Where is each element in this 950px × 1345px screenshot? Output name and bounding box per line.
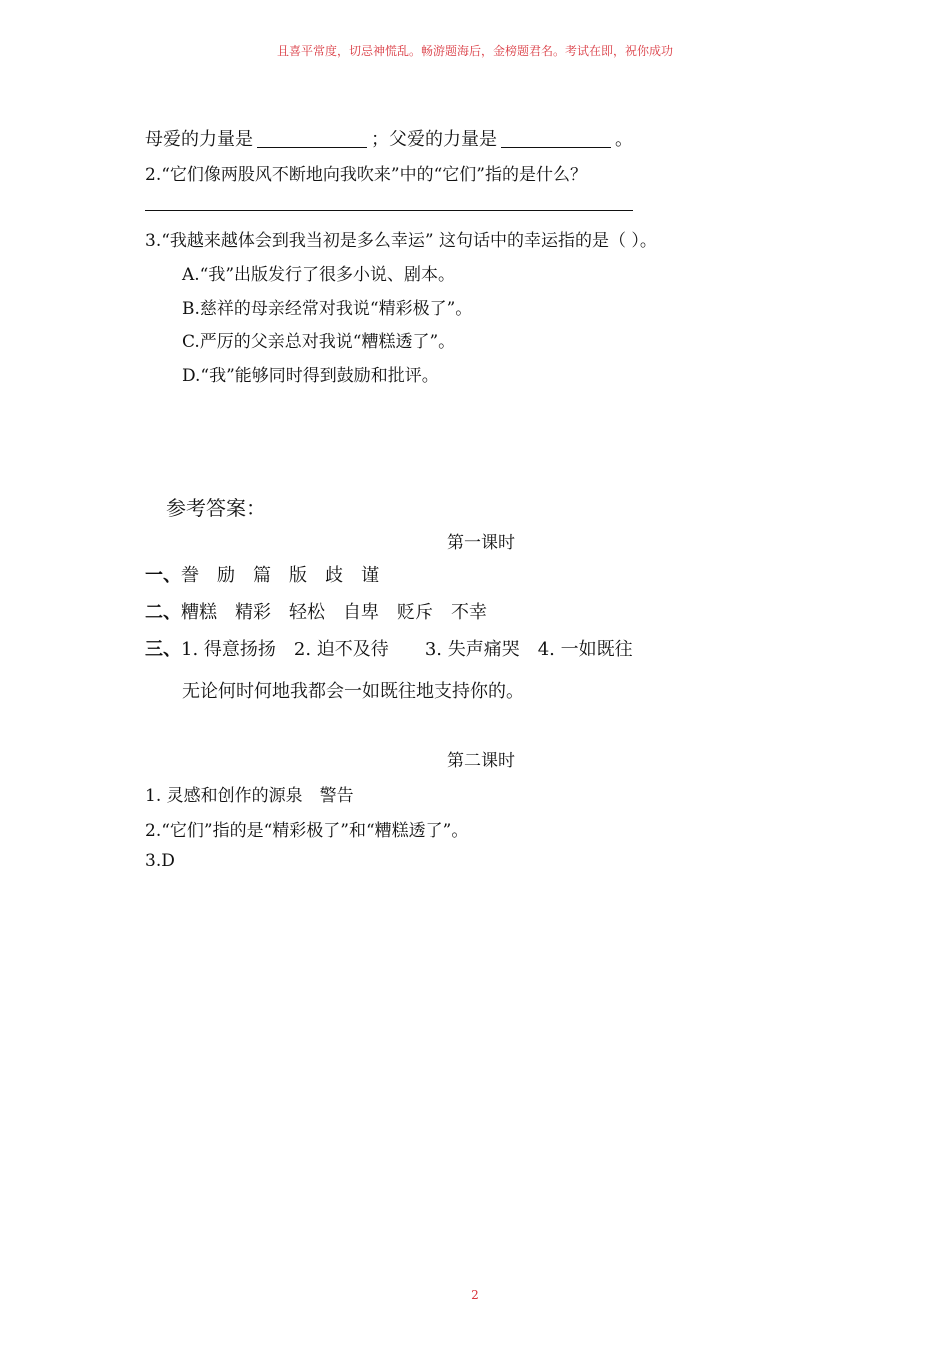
- row3-item: 2. 迫不及待: [293, 639, 389, 660]
- q3-option-a: A.“我”出版发行了很多小说、剧本。: [182, 265, 456, 285]
- row2-item: 轻松: [289, 602, 325, 623]
- row1-item: 誊: [181, 565, 199, 586]
- q1-blank-father[interactable]: [501, 129, 611, 148]
- q1-blank-mother[interactable]: [257, 129, 367, 148]
- row1-item: 励: [217, 565, 235, 586]
- row1-item: 篇: [253, 565, 271, 586]
- page-number: 2: [471, 1288, 479, 1302]
- row2-item: 糟糕: [181, 602, 217, 623]
- row2-item: 自卑: [343, 602, 379, 623]
- q1-part2: ；父爱的力量是: [371, 129, 497, 150]
- row3-item: 1. 得意扬扬: [181, 639, 276, 660]
- row1-item: 谨: [361, 565, 379, 586]
- lesson1-row1: [145, 561, 379, 587]
- q2-answer-line[interactable]: [145, 210, 633, 211]
- q3-option-c: C.严厉的父亲总对我说“糟糕透了”。: [182, 332, 456, 352]
- q1-part1: 母爱的力量是: [145, 129, 253, 150]
- lesson1-sentence: 无论何时何地我都会一如既往地支持你的。: [182, 681, 524, 702]
- lesson2-answer-2: 2.“它们”指的是“精彩极了”和“糟糕透了”。: [145, 821, 469, 841]
- q3-option-d: D.“我”能够同时得到鼓励和批评。: [182, 366, 439, 386]
- q3-option-b: B.慈祥的母亲经常对我说“精彩极了”。: [182, 299, 473, 319]
- row3-item: 4. 一如既往: [537, 639, 633, 660]
- lesson1-row3: [145, 635, 633, 661]
- row2-item: 不幸: [451, 602, 487, 623]
- row1-item: 歧: [325, 565, 343, 586]
- row1-item: 版: [289, 565, 307, 586]
- lesson2-answer-3: 3.D: [145, 851, 175, 871]
- q1-line: [145, 125, 633, 151]
- lesson1-title: 第一课时: [447, 533, 515, 553]
- row2-item: 贬斥: [397, 602, 433, 623]
- q1-end: 。: [615, 129, 633, 150]
- header-motto: 且喜平常度，切忌神慌乱。畅游题海后，金榜题君名。考试在即，祝你成功: [276, 44, 673, 58]
- row3-item: 3. 失声痛哭: [424, 639, 520, 660]
- row2-label: 二、: [145, 602, 181, 623]
- lesson1-row2: [145, 598, 487, 624]
- row3-label: 三、: [145, 639, 181, 660]
- row1-label: 一、: [145, 565, 181, 586]
- answers-title: 参考答案：: [166, 496, 266, 520]
- lesson2-answer-1: 1. 灵感和创作的源泉 警告: [145, 786, 354, 806]
- row2-item: 精彩: [235, 602, 271, 623]
- q2-text: 2.“它们像两股风不断地向我吹来”中的“它们”指的是什么？: [145, 165, 587, 185]
- lesson2-title: 第二课时: [447, 751, 515, 771]
- q3-text: 3.“我越来越体会到我当初是多么幸运” 这句话中的幸运指的是（ ）。: [145, 231, 657, 251]
